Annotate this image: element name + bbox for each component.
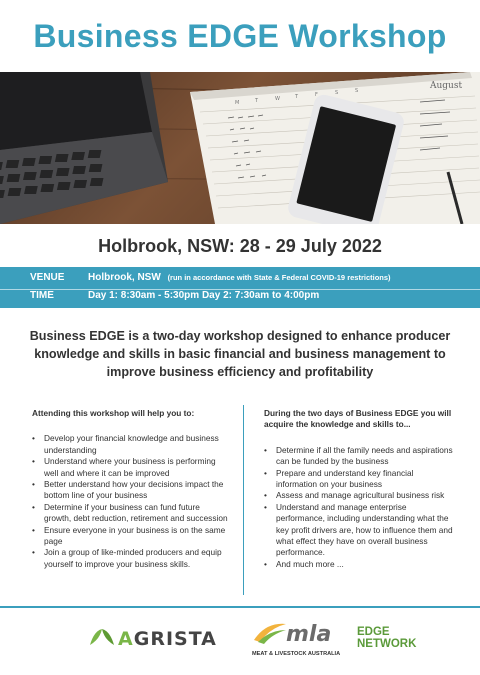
skills-column	[264, 408, 454, 570]
benefits-list	[32, 433, 228, 570]
list-item: • Understand where your business is performing well and where it can be improved	[32, 456, 228, 479]
footer-divider	[0, 606, 480, 608]
mla-logo	[252, 614, 352, 664]
time-label: TIME	[30, 290, 54, 301]
column-divider	[243, 405, 244, 595]
calendar-header: M	[235, 100, 240, 106]
event-location-date: Holbrook, NSW: 28 - 29 July 2022	[98, 236, 382, 256]
edge-line-1: EDGE	[357, 626, 390, 638]
calendar-header: S	[355, 88, 359, 94]
venue-note: (run in accordance with State & Federal COVID-19 restrictions)	[167, 273, 391, 282]
venue-row	[0, 270, 480, 288]
mla-subtitle: MEAT & LIVESTOCK AUSTRALIA	[252, 651, 341, 657]
notebook-heading: August	[430, 81, 463, 91]
skills-heading: During the two days of Business EDGE you will acquire the knowledge and skills to...	[264, 408, 452, 430]
list-item: • Determine if your business can fund future growth, debt reduction, retirement and succession	[32, 502, 228, 525]
time-value: Day 1: 8:30am - 5:30pm Day 2: 7:30am to 4:00pm	[88, 290, 320, 301]
list-item: • Prepare and understand key financial information on your business	[264, 468, 454, 491]
intro-text: Business EDGE is a two-day workshop designed to enhance producer knowledge and skills in basic financial and business management to improve business efficiency and profitability	[29, 329, 451, 379]
mla-wordmark: mla	[286, 622, 332, 647]
benefits-heading: Attending this workshop will help you to:	[32, 408, 195, 418]
calendar-header: W	[275, 96, 280, 102]
list-item: • Better understand how your decisions impact the bottom line of your business	[32, 479, 228, 502]
calendar-header: T	[255, 98, 259, 104]
calendar-header: F	[315, 92, 318, 98]
calendar-header: T	[295, 94, 299, 100]
venue-label: VENUE	[30, 272, 65, 283]
list-item: • Join a group of like-minded producers and equip yourself to improve your business skills.	[32, 547, 228, 570]
list-item: • Determine if all the family needs and aspirations can be funded by the business	[264, 445, 454, 468]
list-item: • Assess and manage agricultural business risk	[264, 490, 454, 501]
list-item: • Develop your financial knowledge and business understanding	[32, 433, 228, 456]
calendar-header: S	[335, 90, 339, 96]
list-item: • Ensure everyone in your business is on the same page	[32, 525, 228, 548]
hero-image	[0, 72, 480, 224]
venue-value: Holbrook, NSW	[88, 272, 161, 283]
time-row	[0, 288, 480, 306]
venue-value-wrap	[88, 272, 391, 283]
agrista-wordmark: AGRISTA	[118, 628, 217, 650]
agrista-leaf-icon	[88, 627, 116, 649]
edge-line-2: NETWORK	[357, 638, 417, 650]
list-item: • And much more ...	[264, 559, 454, 570]
benefits-column	[32, 408, 228, 570]
mla-swoosh-icon	[252, 620, 288, 646]
page-title: Business EDGE Workshop	[33, 18, 447, 54]
hero-illustration	[0, 72, 480, 224]
skills-list	[264, 445, 454, 570]
list-item: • Understand and manage enterprise performance, including understanding what the key profit drivers are, how to influence them and what effect they have on overall business performance.	[264, 502, 454, 559]
edge-network-logo	[357, 626, 416, 650]
event-info-band	[0, 267, 480, 308]
